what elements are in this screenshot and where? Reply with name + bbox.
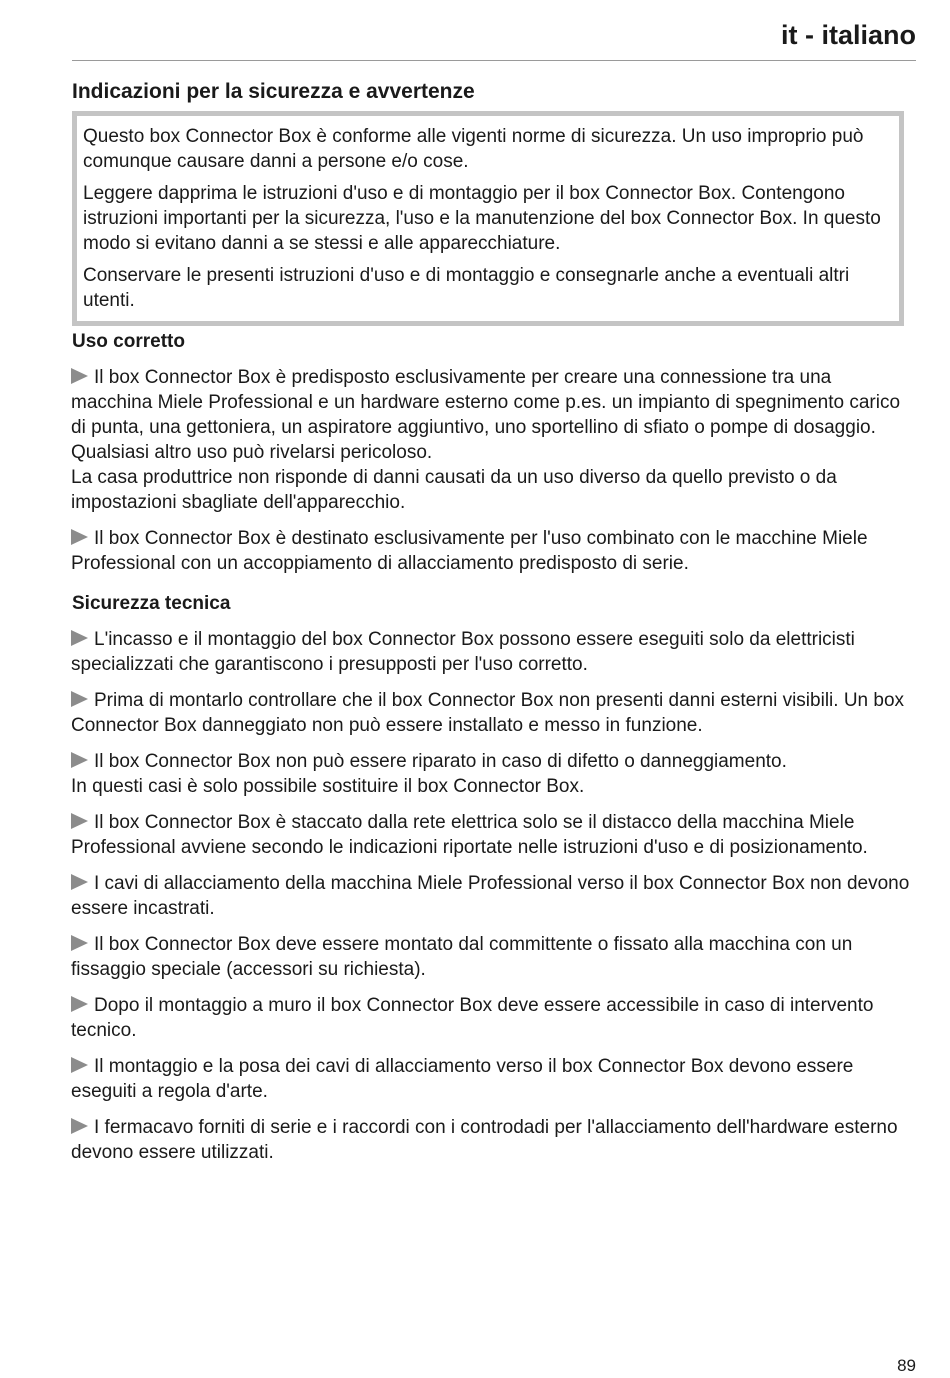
warning-paragraph: Leggere dapprima le istruzioni d'uso e di montaggio per il box Connector Box. Contengono istruzioni importanti per la sicurezza, l'uso e la manutenzione del box Connector Box. In questo modo si evitano danni a se stessi e alle apparecchiature.	[83, 183, 881, 254]
bullet-text: Il box Connector Box non può essere riparato in caso di difetto o danneggiamento.	[94, 751, 787, 772]
warning-paragraph: Questo box Connector Box è conforme alle vigenti norme di sicurezza. Un uso improprio può comunque causare danni a persone e/o cose.	[83, 126, 864, 172]
bullet-item	[71, 365, 913, 515]
bullet-text: Il box Connector Box deve essere montato dal committente o fissato alla macchina con un fissaggio speciale (accessori su richiesta).	[71, 934, 853, 980]
triangle-bullet-icon	[71, 752, 88, 768]
triangle-bullet-icon	[71, 874, 88, 890]
bullet-text: Il box Connector Box è staccato dalla rete elettrica solo se il distacco della macchina Miele Professional avviene secondo le indicazioni riportate nelle istruzioni d'uso e di posizionamento.	[71, 812, 868, 858]
bullet-item	[71, 1054, 913, 1104]
triangle-bullet-icon	[71, 691, 88, 707]
triangle-bullet-icon	[71, 996, 88, 1012]
bullet-text: Il box Connector Box è predisposto esclusivamente per creare una connessione tra una macchina Miele Professional e un hardware esterno come p.es. un impianto di spegnimento carico di punta, una gettoniera, un aspiratore aggiuntivo, uno sportellino di sfiato o pompe di dosaggio. Qualsiasi altro uso può rivelarsi pericoloso.	[71, 367, 901, 463]
triangle-bullet-icon	[71, 935, 88, 951]
section-heading-uso-corretto: Uso corretto	[72, 331, 185, 352]
triangle-bullet-icon	[71, 529, 88, 545]
bullet-text: Il box Connector Box è destinato esclusivamente per l'uso combinato con le macchine Miele Professional con un accoppiamento di allacciamento predisposto di serie.	[71, 528, 868, 574]
bullet-text: Dopo il montaggio a muro il box Connector Box deve essere accessibile in caso di intervento tecnico.	[71, 995, 874, 1041]
bullet-item	[71, 688, 913, 738]
bullet-extra-text: In questi casi è solo possibile sostituire il box Connector Box.	[71, 776, 585, 797]
triangle-bullet-icon	[71, 368, 88, 384]
language-header: it - italiano	[781, 20, 916, 50]
bullet-item	[71, 627, 913, 677]
bullet-text: Il montaggio e la posa dei cavi di allacciamento verso il box Connector Box devono essere eseguiti a regola d'arte.	[71, 1056, 854, 1102]
triangle-bullet-icon	[71, 630, 88, 646]
bullet-item	[71, 1115, 913, 1165]
bullet-text: Prima di montarlo controllare che il box Connector Box non presenti danni esterni visibili. Un box Connector Box danneggiato non può essere installato e messo in funzione.	[71, 690, 905, 736]
main-content	[71, 329, 913, 1176]
page-title: Indicazioni per la sicurezza e avvertenze	[72, 80, 475, 103]
page-number: 89	[897, 1356, 916, 1375]
bullet-item	[71, 749, 913, 799]
warning-paragraph: Conservare le presenti istruzioni d'uso e di montaggio e consegnarle anche a eventuali altri utenti.	[83, 265, 850, 311]
triangle-bullet-icon	[71, 813, 88, 829]
triangle-bullet-icon	[71, 1057, 88, 1073]
bullet-text: L'incasso e il montaggio del box Connector Box possono essere eseguiti solo da elettricisti specializzati che garantiscono i presupposti per l'uso corretto.	[71, 629, 855, 675]
warning-box	[72, 111, 904, 326]
header-rule	[72, 60, 916, 61]
triangle-bullet-icon	[71, 1118, 88, 1134]
bullet-text: I cavi di allacciamento della macchina Miele Professional verso il box Connector Box non devono essere incastrati.	[71, 873, 910, 919]
bullet-item	[71, 871, 913, 921]
bullet-item	[71, 810, 913, 860]
section-heading-sicurezza-tecnica: Sicurezza tecnica	[72, 593, 231, 614]
bullet-extra-text: La casa produttrice non risponde di danni causati da un uso diverso da quello previsto o da impostazioni sbagliate dell'apparecchio.	[71, 467, 837, 513]
bullet-item	[71, 932, 913, 982]
bullet-text: I fermacavo forniti di serie e i raccordi con i controdadi per l'allacciamento dell'hardware esterno devono essere utilizzati.	[71, 1117, 898, 1163]
bullet-item	[71, 993, 913, 1043]
bullet-item	[71, 526, 913, 576]
